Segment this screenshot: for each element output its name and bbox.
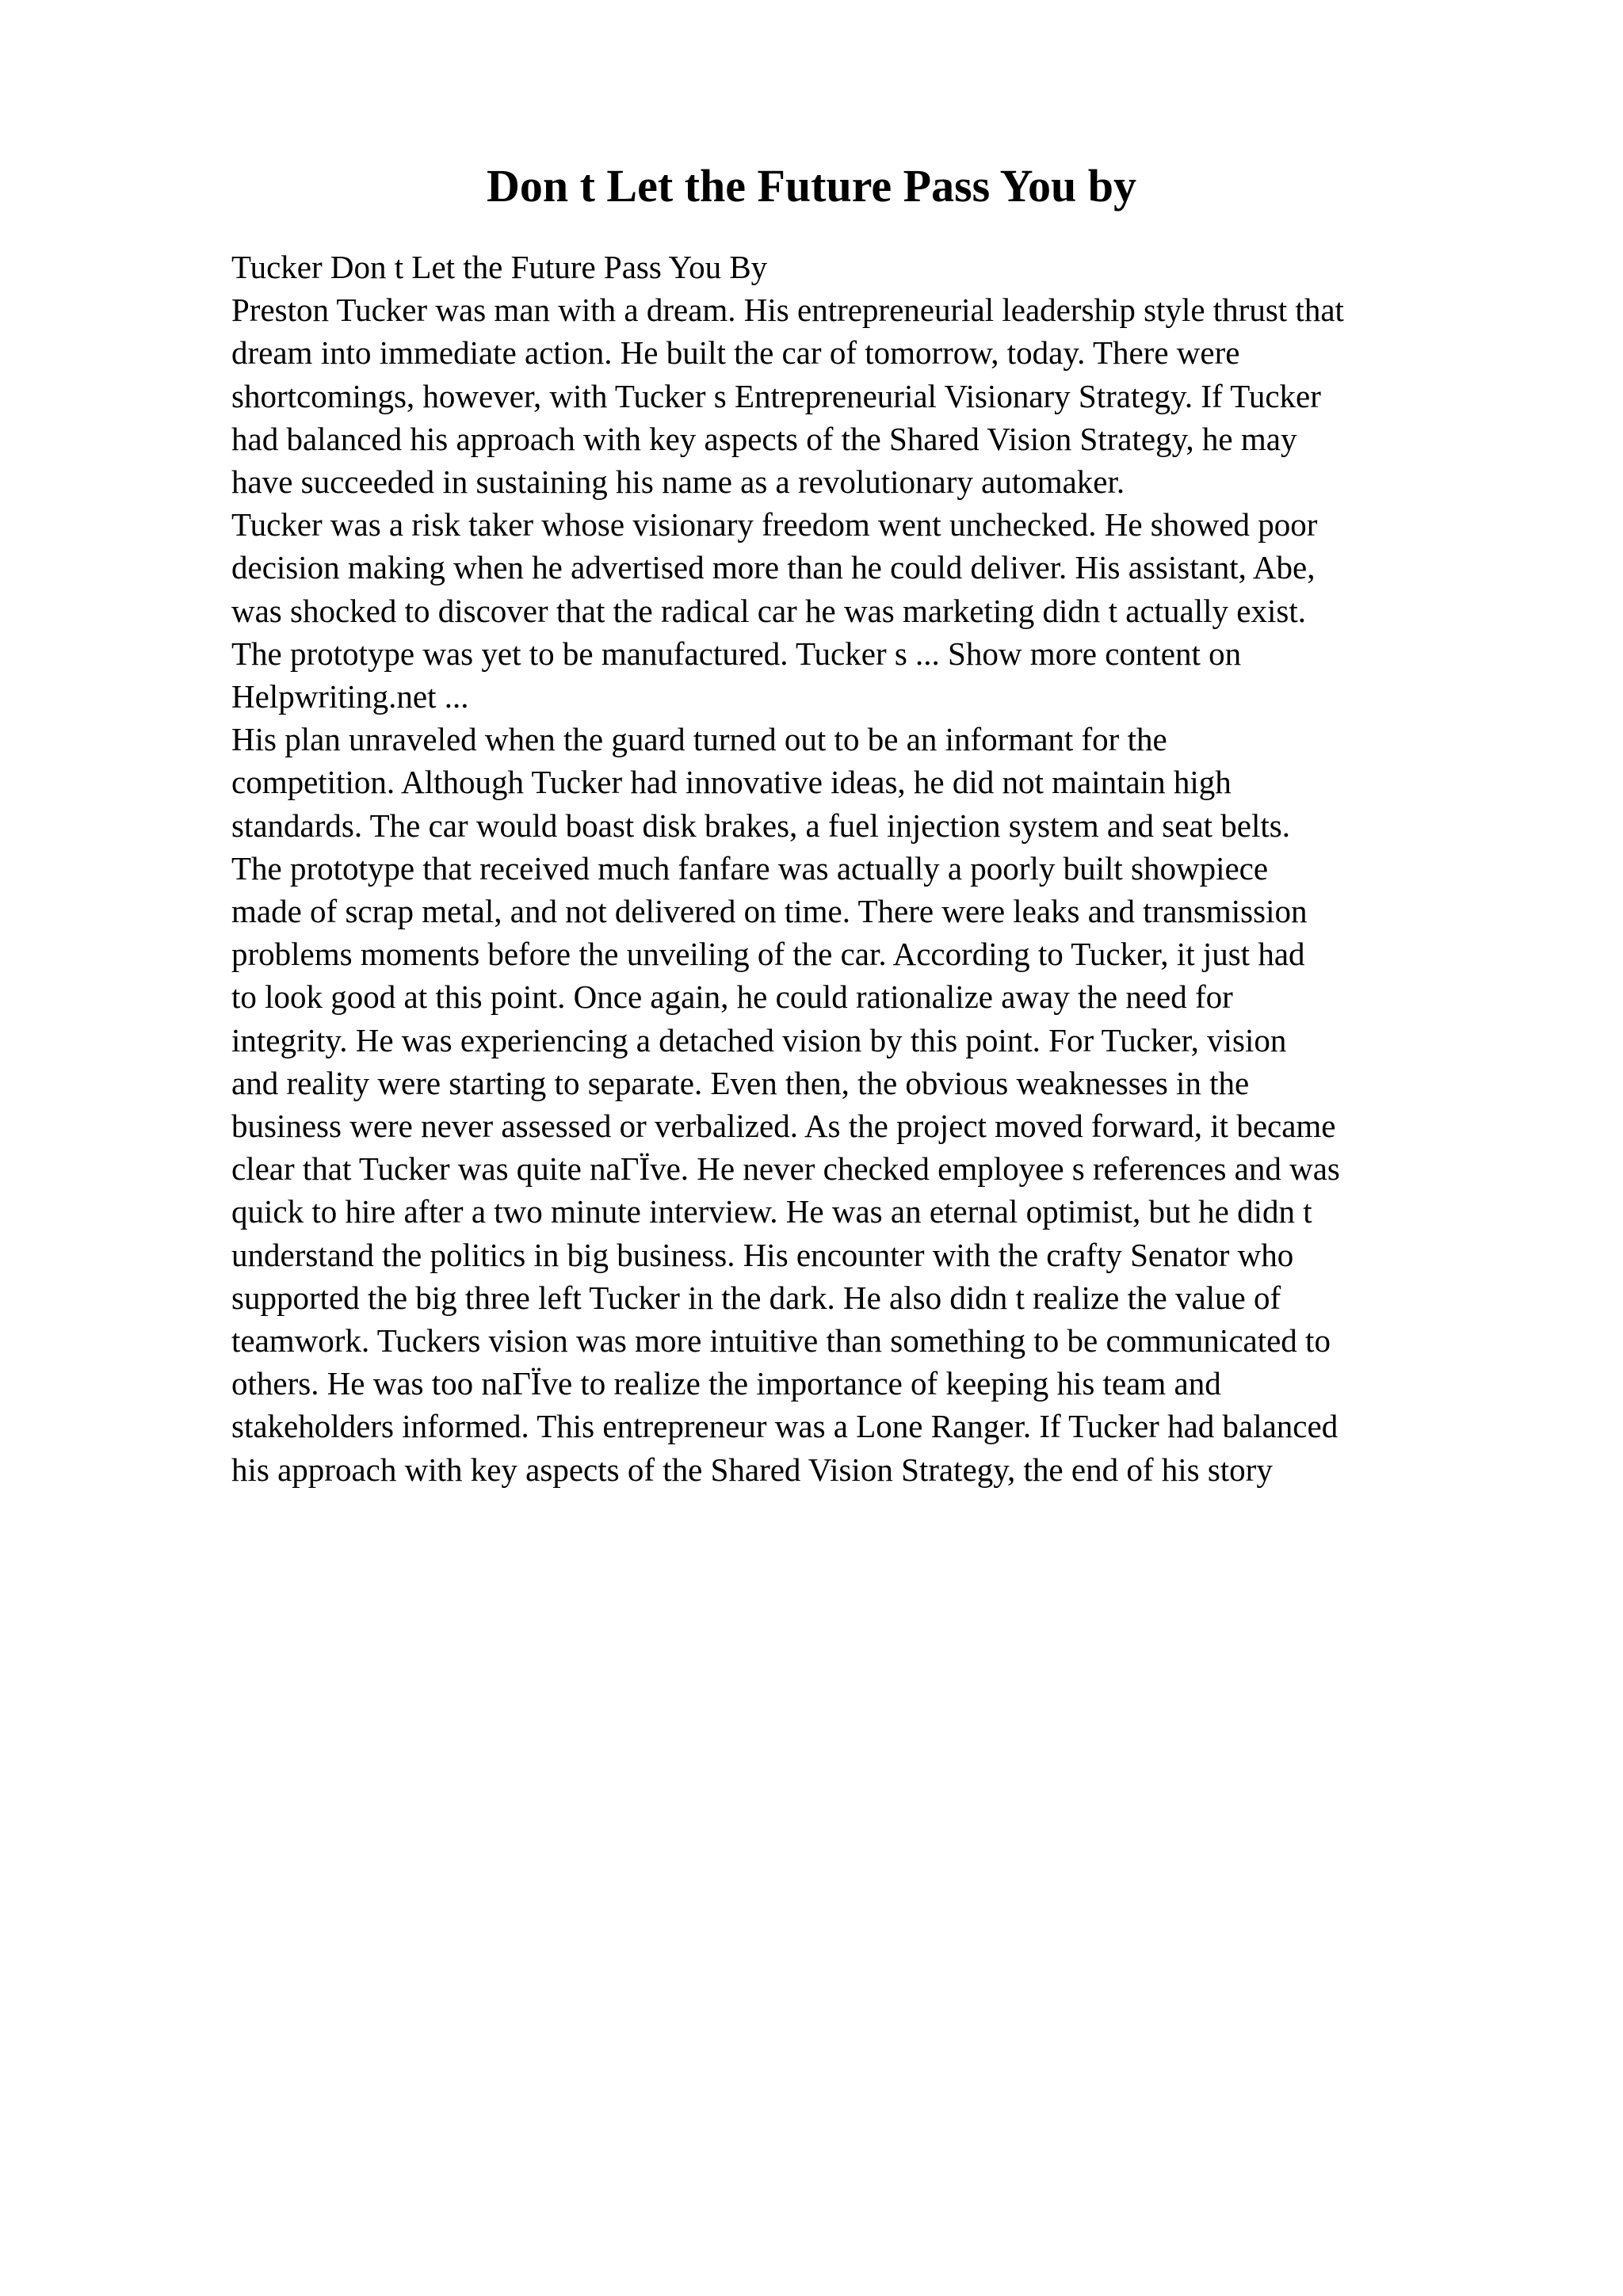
body-line: others. He was too naΓЇve to realize the importance of keeping his team and (231, 1365, 1221, 1402)
body-line: have succeeded in sustaining his name as a revolutionary automaker. (231, 463, 1125, 501)
body-line: was shocked to discover that the radical car he was marketing didn t actually exist. (231, 592, 1306, 629)
body-line: decision making when he advertised more than he could deliver. His assistant, Abe, (231, 549, 1316, 586)
body-line: competition. Although Tucker had innovative ideas, he did not maintain high (231, 764, 1232, 801)
body-line: Preston Tucker was man with a dream. His entrepreneurial leadership style thrust that (231, 292, 1344, 329)
body-line: business were never assessed or verbalized. As the project moved forward, it became (231, 1108, 1336, 1145)
body-line: quick to hire after a two minute interview. He was an eternal optimist, but he didn t (231, 1193, 1312, 1230)
body-line: His plan unraveled when the guard turned out to be an informant for the (231, 721, 1167, 758)
body-line: Tucker was a risk taker whose visionary freedom went unchecked. He showed poor (231, 506, 1318, 543)
document-title: Don t Let the Future Pass You by (486, 160, 1137, 212)
body-line: Helpwriting.net ... (231, 678, 469, 715)
body-line: dream into immediate action. He built the car of tomorrow, today. There were (231, 334, 1240, 372)
body-line: shortcomings, however, with Tucker s Entrepreneurial Visionary Strategy. If Tucker (231, 377, 1321, 414)
body-line: had balanced his approach with key aspects of the Shared Vision Strategy, he may (231, 420, 1297, 457)
body-line: problems moments before the unveiling of the car. According to Tucker, it just had (231, 936, 1305, 973)
body-line: teamwork. Tuckers vision was more intuitive than something to be communicated to (231, 1322, 1331, 1360)
document-body (231, 246, 1531, 1491)
body-line: standards. The car would boast disk brakes, a fuel injection system and seat belts. (231, 807, 1290, 844)
body-line: his approach with key aspects of the Shared Vision Strategy, the end of his story (231, 1451, 1273, 1488)
body-line: Tucker Don t Let the Future Pass You By (231, 249, 768, 285)
body-line: The prototype was yet to be manufactured. Tucker s ... Show more content on (231, 635, 1242, 672)
body-line: made of scrap metal, and not delivered on time. There were leaks and transmission (231, 893, 1308, 930)
body-line: and reality were starting to separate. Even then, the obvious weaknesses in the (231, 1064, 1250, 1101)
body-line: to look good at this point. Once again, he could rationalize away the need for (231, 978, 1233, 1016)
body-line: integrity. He was experiencing a detached vision by this point. For Tucker, vision (231, 1021, 1287, 1058)
body-line: stakeholders informed. This entrepreneur was a Lone Ranger. If Tucker had balanced (231, 1408, 1338, 1445)
body-line: understand the politics in big business. His encounter with the crafty Senator who (231, 1236, 1294, 1273)
body-line: The prototype that received much fanfare was actually a poorly built showpiece (231, 849, 1269, 887)
body-line: supported the big three left Tucker in the dark. He also didn t realize the value of (231, 1279, 1281, 1316)
body-line: clear that Tucker was quite naΓЇve. He never checked employee s references and was (231, 1150, 1340, 1188)
